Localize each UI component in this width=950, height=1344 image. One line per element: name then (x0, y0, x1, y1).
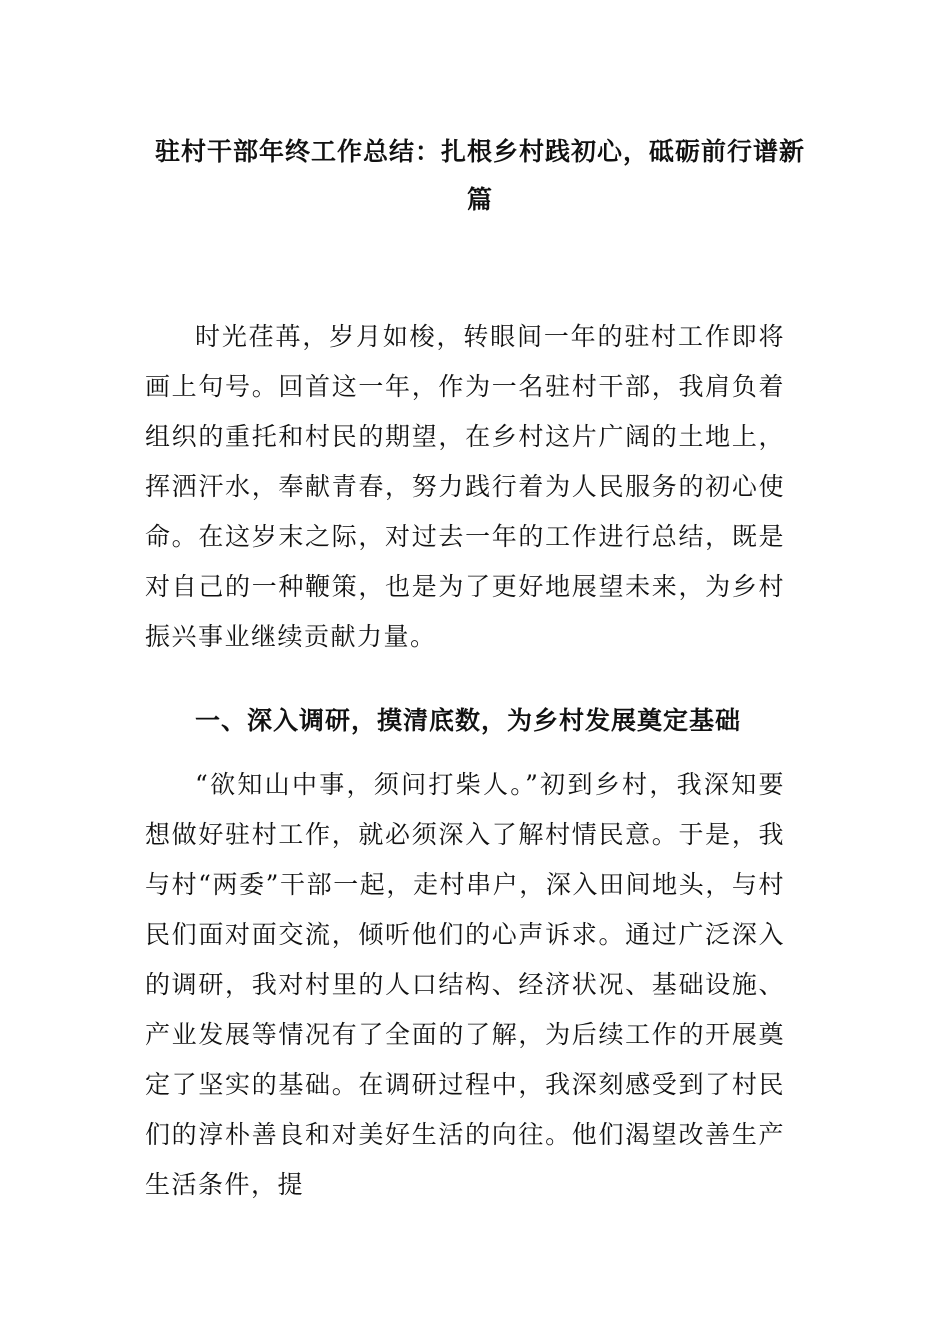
document-title: 驻村干部年终工作总结：扎根乡村践初心，砥砺前行谱新篇 (154, 137, 805, 214)
section-1-paragraph: “欲知山中事，须问打柴人。”初到乡村，我深知要想做好驻村工作，就必须深入了解村情民意。于是，我与村“两委”干部一起，走村串户，深入田间地头，与村民们面对面交流，倾听他们的心声诉求。通过广泛深入的调研，我对村里的人口结构、经济状况、基础设施、产业发展等情况有了全面的了解，为后续工作的开展奠定了坚实的基础。在调研过程中，我深刻感受到了村民们的淳朴善良和对美好生活的向往。他们渴望改善生产生活条件，提 (145, 770, 785, 1199)
section-1-heading: 一、深入调研，摸清底数，为乡村发展奠定基础 (195, 706, 742, 735)
intro-paragraph: 时光荏苒，岁月如梭，转眼间一年的驻村工作即将画上句号。回首这一年，作为一名驻村干部，我肩负着组织的重托和村民的期望，在乡村这片广阔的土地上，挥洒汗水，奉献青春，努力践行着为人民服务的初心使命。在这岁末之际，对过去一年的工作进行总结，既是对自己的一种鞭策，也是为了更好地展望未来，为乡村振兴事业继续贡献力量。 (145, 322, 785, 651)
